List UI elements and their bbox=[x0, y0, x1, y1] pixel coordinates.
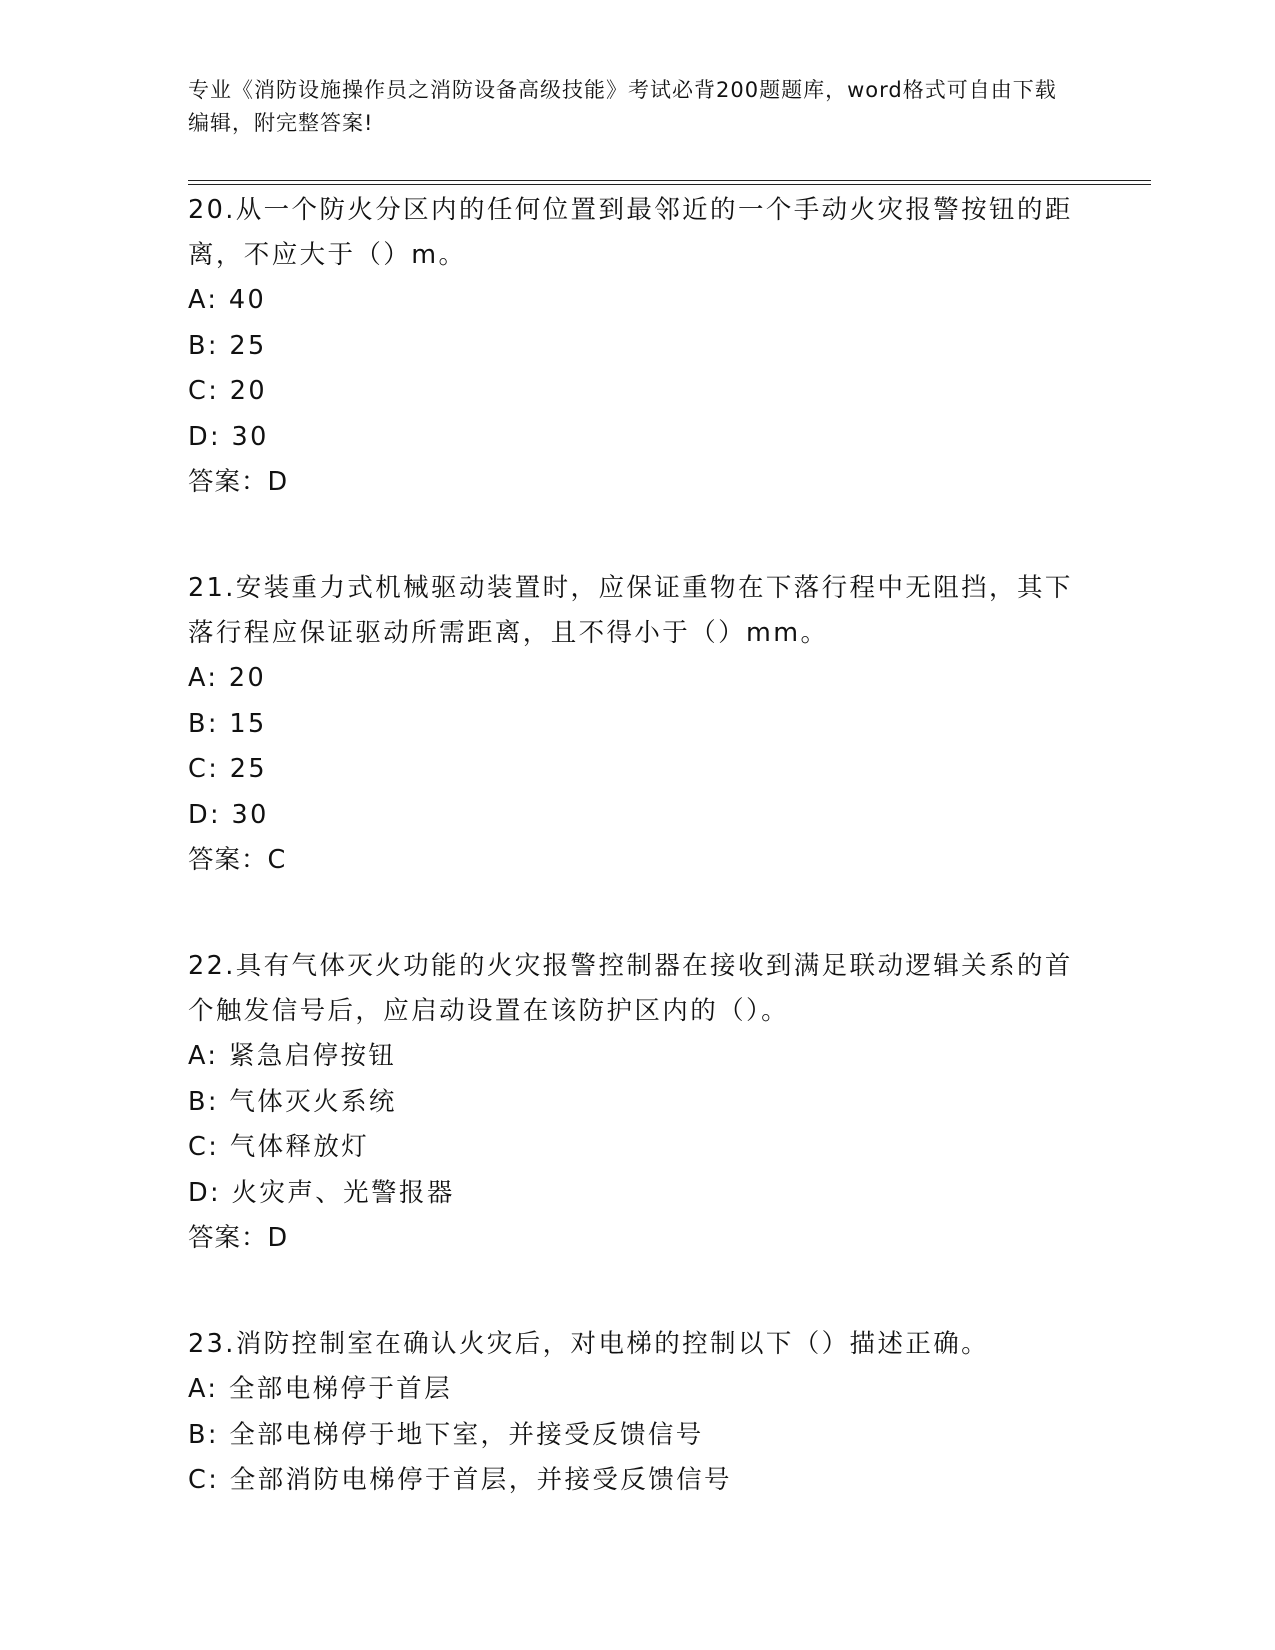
header-divider-bottom bbox=[188, 184, 1151, 185]
question-20 bbox=[188, 188, 1088, 504]
header-intro-text: 专业《消防设施操作员之消防设备高级技能》考试必背200题题库，word格式可自由下载编辑，附完整答案! bbox=[188, 78, 1057, 135]
question-text: 23.消防控制室在确认火灾后，对电梯的控制以下（）描述正确。 bbox=[188, 1329, 990, 1359]
option-c: C: 全部消防电梯停于首层，并接受反馈信号 bbox=[188, 1465, 732, 1495]
answer-line: 答案：D bbox=[188, 467, 289, 497]
spacer bbox=[188, 504, 1088, 566]
question-text: 20.从一个防火分区内的任何位置到最邻近的一个手动火灾报警按钮的距离，不应大于（）m。 bbox=[188, 195, 1073, 270]
option-a: A: 全部电梯停于首层 bbox=[188, 1374, 453, 1404]
option-d: D: 30 bbox=[188, 421, 269, 452]
option-b: B: 25 bbox=[188, 330, 267, 361]
option-b: B: 气体灭火系统 bbox=[188, 1086, 397, 1117]
document-header bbox=[188, 74, 1068, 140]
question-list bbox=[188, 188, 1088, 1504]
option-d: D: 30 bbox=[188, 799, 269, 830]
question-21 bbox=[188, 566, 1088, 882]
answer-line: 答案：C bbox=[188, 845, 287, 875]
option-a: A: 40 bbox=[188, 285, 267, 315]
spacer bbox=[188, 1260, 1088, 1322]
answer-line: 答案：D bbox=[188, 1223, 289, 1253]
option-d: D: 火灾声、光警报器 bbox=[188, 1177, 455, 1208]
option-c: C: 25 bbox=[188, 754, 267, 784]
header-divider-top bbox=[188, 180, 1151, 181]
question-22 bbox=[188, 944, 1088, 1260]
option-a: A: 20 bbox=[188, 663, 267, 693]
question-text: 21.安装重力式机械驱动装置时，应保证重物在下落行程中无阻挡，其下落行程应保证驱动所需距离，且不得小于（）mm。 bbox=[188, 573, 1073, 648]
option-c: C: 气体释放灯 bbox=[188, 1132, 370, 1162]
question-23 bbox=[188, 1322, 1088, 1504]
question-text: 22.具有气体灭火功能的火灾报警控制器在接收到满足联动逻辑关系的首个触发信号后，应启动设置在该防护区内的（）。 bbox=[188, 951, 1073, 1026]
option-b: B: 15 bbox=[188, 708, 267, 739]
option-a: A: 紧急启停按钮 bbox=[188, 1041, 397, 1071]
option-b: B: 全部电梯停于地下室，并接受反馈信号 bbox=[188, 1419, 704, 1450]
option-c: C: 20 bbox=[188, 376, 267, 406]
spacer bbox=[188, 882, 1088, 944]
